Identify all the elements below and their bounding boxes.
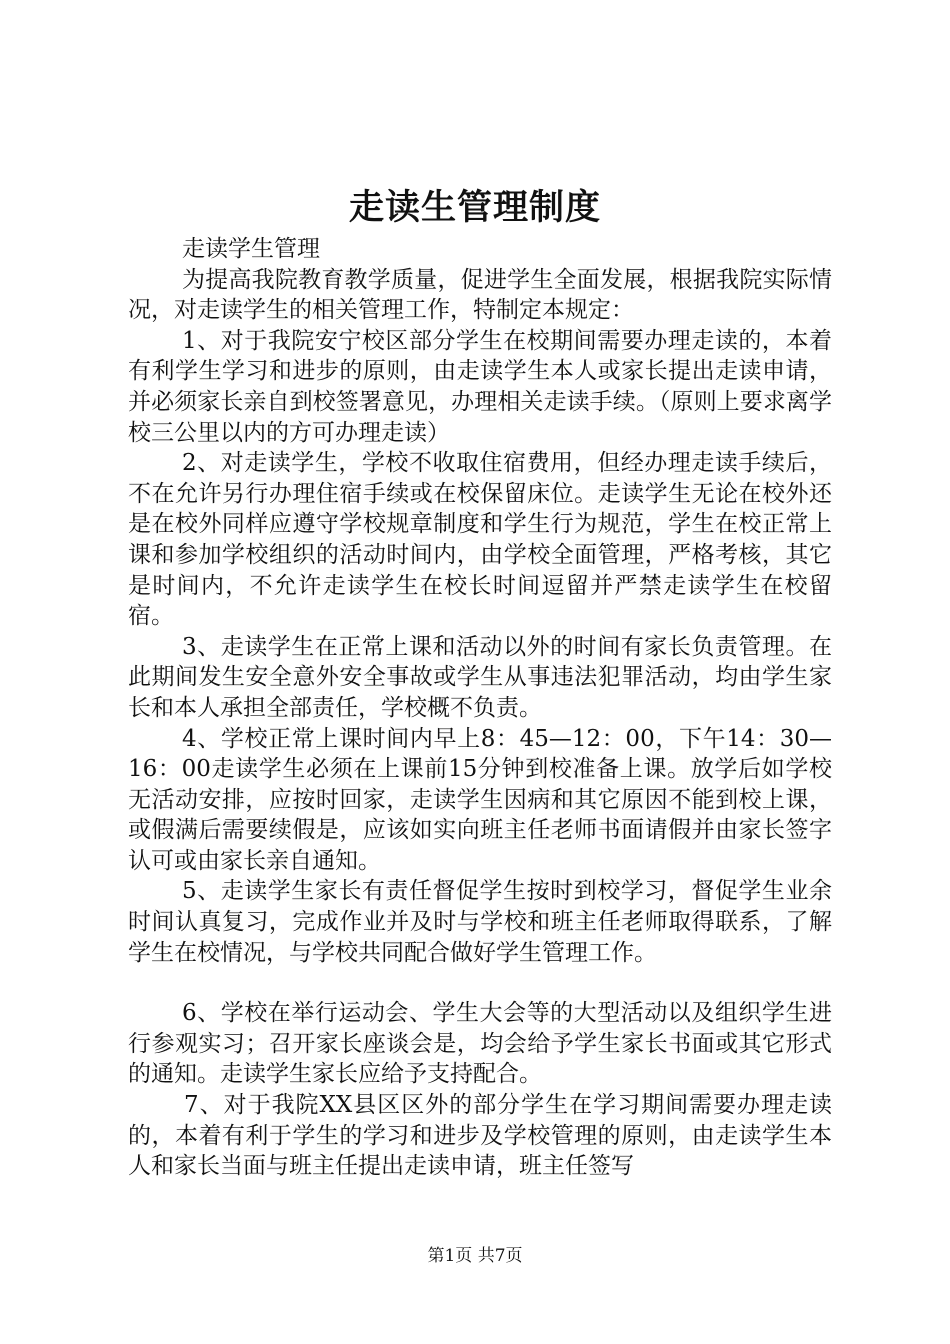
section-heading: 走读学生管理	[182, 236, 320, 262]
page-footer: 第1页 共7页	[427, 1246, 523, 1266]
document-body	[128, 234, 832, 1182]
document-title: 走读生管理制度	[348, 187, 601, 228]
paragraph-6: 6、学校在举行运动会、学生大会等的大型活动以及组织学生进行参观实习；召开家长座谈会是，均会给予学生家长书面或其它形式的通知。走读学生家长应给予支持配合。	[128, 1000, 832, 1088]
paragraph-5: 5、走读学生家长有责任督促学生按时到校学习，督促学生业余时间认真复习，完成作业并及时与学校和班主任老师取得联系，了解学生在校情况，与学校共同配合做好学生管理工作。	[128, 878, 832, 966]
paragraph-2: 2、对走读学生，学校不收取住宿费用，但经办理走读手续后，不在允许另行办理住宿手续或在校保留床位。走读学生无论在校外还是在校外同样应遵守学校规章制度和学生行为规范，学生在校正常上课和参加学校组织的活动时间内，由学校全面管理，严格考核，其它是时间内，不允许走读学生在校长时间逗留并严禁走读学生在校留宿。	[128, 450, 832, 630]
paragraph-7: 7、对于我院XX县区区外的部分学生在学习期间需要办理走读的，本着有利于学生的学习和进步及学校管理的原则，由走读学生本人和家长当面与班主任提出走读申请，班主任签写	[128, 1092, 832, 1180]
paragraph-1: 1、对于我院安宁校区部分学生在校期间需要办理走读的，本着有利学生学习和进步的原则，由走读学生本人或家长提出走读申请，并必须家长亲自到校签署意见，办理相关走读手续。（原则上要求离学校三公里以内的方可办理走读）	[128, 327, 832, 446]
paragraph-spacer	[128, 968, 832, 998]
paragraph-4: 4、学校正常上课时间内早上8：45—12：00，下午14：30—16：00走读学生必须在上课前15分钟到校准备上课。放学后如学校无活动安排，应按时回家，走读学生因病和其它原因不能到校上课，或假满后需要续假是，应该如实向班主任老师书面请假并由家长签字认可或由家长亲自通知。	[128, 725, 832, 874]
paragraph-intro: 为提高我院教育教学质量，促进学生全面发展，根据我院实际情况，对走读学生的相关管理工作，特制定本规定：	[128, 266, 832, 324]
paragraph-3: 3、走读学生在正常上课和活动以外的时间有家长负责管理。在此期间发生安全意外安全事故或学生从事违法犯罪活动，均由学生家长和本人承担全部责任，学校概不负责。	[128, 633, 832, 721]
